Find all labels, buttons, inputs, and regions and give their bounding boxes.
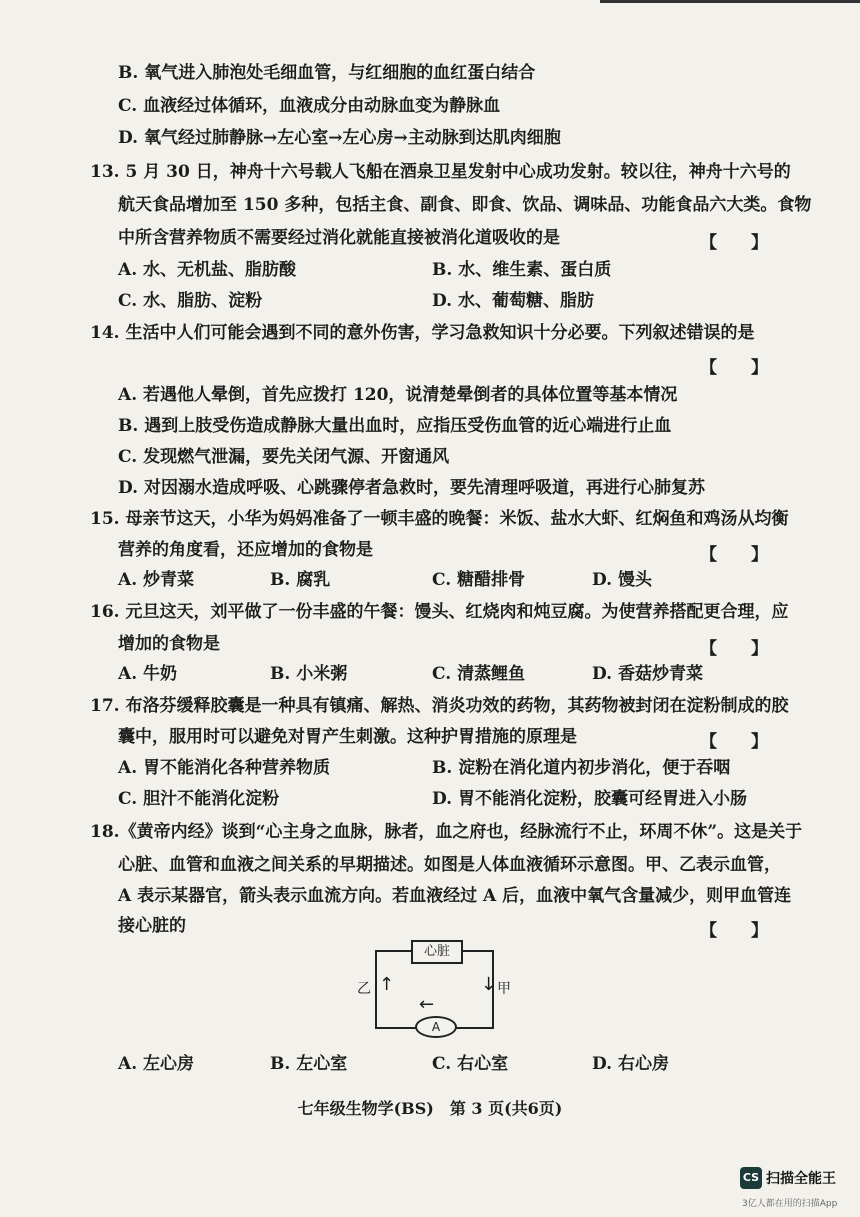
q18-stem-line2: 心脏、血管和血液之间关系的早期描述。如图是人体血液循环示意图。甲、乙表示血管， (118, 855, 781, 875)
heart-box: 心脏 (411, 940, 463, 964)
up-arrow-icon: ↑ (379, 974, 395, 995)
q18-option-b: B. 左心室 (270, 1054, 348, 1074)
camscanner-tagline: 3亿人都在用的扫描App (742, 1199, 838, 1209)
q17-stem-line1: 17. 布洛芬缓释胶囊是一种具有镇痛、解热、消炎功效的药物，其药物被封闭在淀粉制成的胶 (90, 696, 789, 716)
page-footer: 七年级生物学(BS) 第 3 页(共6页) (297, 1099, 563, 1118)
q16-option-c: C. 清蒸鲤鱼 (432, 664, 526, 684)
q13-stem-line1: 13. 5 月 30 日，神舟十六号载人飞船在酒泉卫星发射中心成功发射。较以往，神舟十六号的 (90, 162, 791, 182)
q14-option-d: D. 对因溺水造成呼吸、心跳骤停者急救时，要先清理呼吸道，再进行心肺复苏 (118, 478, 705, 498)
q16-option-a: A. 牛奶 (118, 664, 178, 684)
q15-option-c: C. 糖醋排骨 (432, 570, 526, 590)
q18-stem-line1: 18.《黄帝内经》谈到“心主身之血脉，脉者，血之府也，经脉流行不止，环周不休”。这是关于 (90, 822, 803, 842)
vessel-yi-label: 乙 (357, 981, 371, 997)
q13-option-a: A. 水、无机盐、脂肪酸 (118, 260, 297, 280)
q18-stem-line3: A 表示某器官，箭头表示血流方向。若血液经过 A 后，血液中氧气含量减少，则甲血管连 (118, 886, 792, 906)
camscanner-name: 扫描全能王 (766, 1171, 836, 1187)
organ-a-ellipse: A (415, 1016, 457, 1038)
q18-option-d: D. 右心房 (592, 1054, 669, 1074)
q13-stem-line2: 航天食品增加至 150 多种，包括主食、副食、即食、饮品、调味品、功能食品六大类。食物 (118, 195, 812, 215)
q12-option-d: D. 氧气经过肺静脉→左心室→左心房→主动脉到达肌肉细胞 (118, 128, 561, 148)
q16-option-b: B. 小米粥 (270, 664, 348, 684)
q18-stem-line4: 接心脏的 (118, 916, 186, 936)
q13-stem-line3: 中所含营养物质不需要经过消化就能直接被消化道吸收的是 (118, 228, 560, 248)
q16-stem-line1: 16. 元旦这天，刘平做了一份丰盛的午餐：馒头、红烧肉和炖豆腐。为使营养搭配更合理，应 (90, 602, 789, 622)
q14-stem-line1: 14. 生活中人们可能会遇到不同的意外伤害，学习急救知识十分必要。下列叙述错误的是 (90, 323, 755, 343)
q17-stem-line2: 囊中，服用时可以避免对胃产生刺激。这种护胃措施的原理是 (118, 727, 577, 747)
q17-option-d: D. 胃不能消化淀粉，胶囊可经胃进入小肠 (432, 789, 747, 809)
circulation-diagram (355, 940, 520, 1040)
q14-option-b: B. 遇到上肢受伤造成静脉大量出血时，应指压受伤血管的近心端进行止血 (118, 416, 672, 436)
down-arrow-icon: ↓ (481, 974, 497, 995)
q17-option-c: C. 胆汁不能消化淀粉 (118, 789, 280, 809)
q17-option-a: A. 胃不能消化各种营养物质 (118, 758, 331, 778)
q18-option-a: A. 左心房 (118, 1054, 195, 1074)
vessel-jia-label: 甲 (497, 981, 511, 997)
q15-option-d: D. 馒头 (592, 570, 652, 590)
left-arrow-icon: ← (419, 994, 435, 1015)
q15-option-b: B. 腐乳 (270, 570, 331, 590)
q16-option-d: D. 香菇炒青菜 (592, 664, 703, 684)
q12-option-c: C. 血液经过体循环，血液成分由动脉血变为静脉血 (118, 96, 501, 116)
q13-option-d: D. 水、葡萄糖、脂肪 (432, 291, 594, 311)
q17-option-b: B. 淀粉在消化道内初步消化，便于吞咽 (432, 758, 731, 778)
q13-option-b: B. 水、维生素、蛋白质 (432, 260, 612, 280)
q16-stem-line2: 增加的食物是 (118, 634, 220, 654)
q13-option-c: C. 水、脂肪、淀粉 (118, 291, 263, 311)
q14-option-a: A. 若遇他人晕倒，首先应拨打 120，说清楚晕倒者的具体位置等基本情况 (118, 385, 678, 405)
q15-stem-line2: 营养的角度看，还应增加的食物是 (118, 540, 373, 560)
top-edge-rule (600, 0, 860, 3)
q14-option-c: C. 发现燃气泄漏，要先关闭气源、开窗通风 (118, 447, 450, 467)
q17-answer-bracket: 【 】 (700, 732, 768, 752)
q18-option-c: C. 右心室 (432, 1054, 509, 1074)
q14-answer-bracket: 【 】 (700, 358, 768, 378)
q15-answer-bracket: 【 】 (700, 545, 768, 565)
q13-answer-bracket: 【 】 (700, 233, 768, 253)
camscanner-logo-icon: CS (740, 1167, 762, 1189)
q12-option-b: B. 氧气进入肺泡处毛细血管，与红细胞的血红蛋白结合 (118, 63, 536, 83)
q15-option-a: A. 炒青菜 (118, 570, 195, 590)
q16-answer-bracket: 【 】 (700, 639, 768, 659)
q15-stem-line1: 15. 母亲节这天，小华为妈妈准备了一顿丰盛的晚餐：米饭、盐水大虾、红焖鱼和鸡汤从均衡 (90, 509, 789, 529)
q18-answer-bracket: 【 】 (700, 921, 768, 941)
